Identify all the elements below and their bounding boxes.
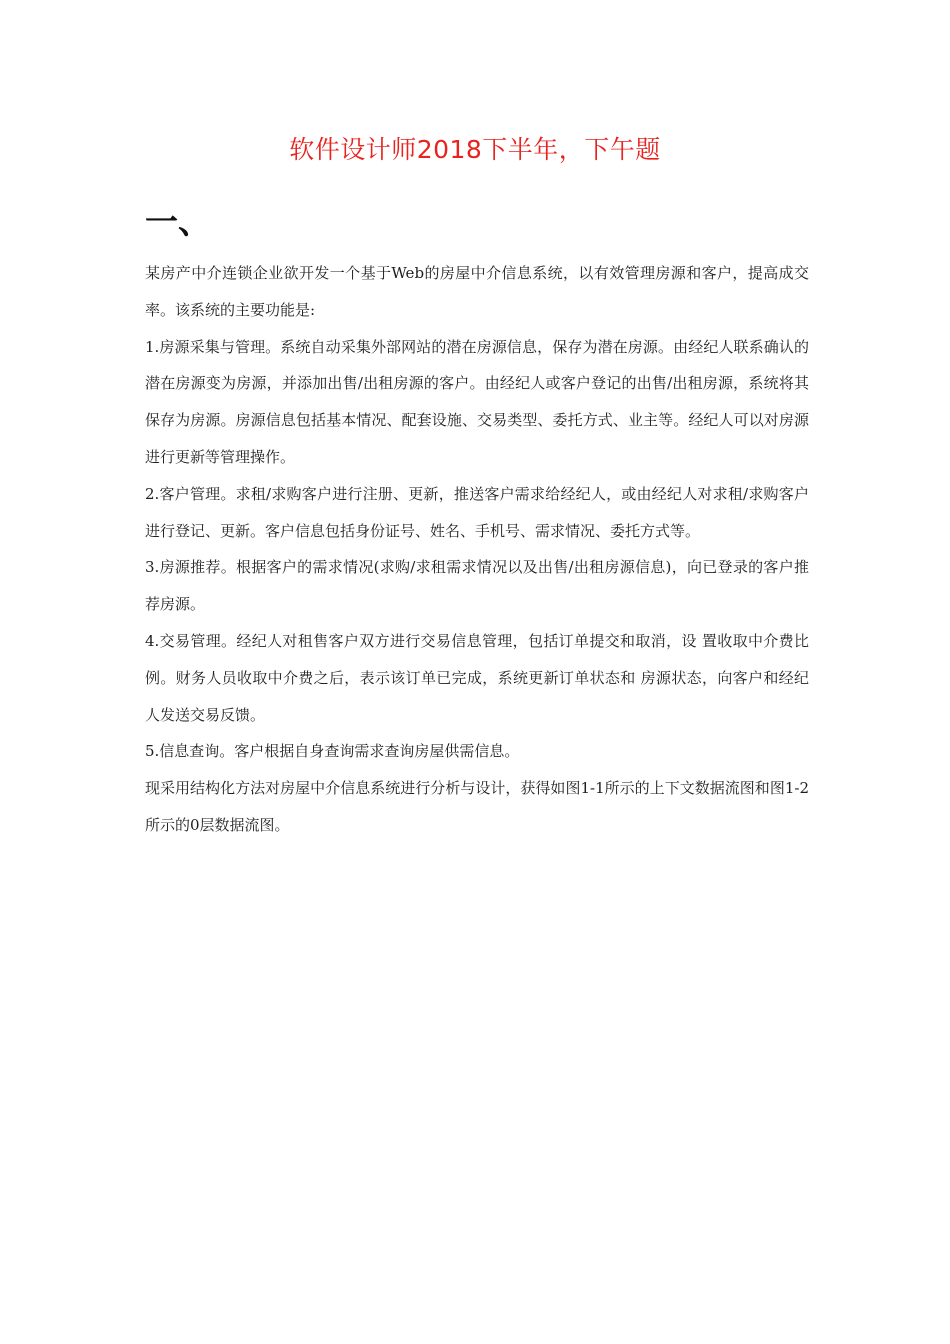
document-title: 软件设计师2018下半年，下午题 — [289, 135, 661, 164]
section-heading: 一、 — [145, 202, 211, 241]
paragraph-conclusion: 现采用结构化方法对房屋中介信息系统进行分析与设计，获得如图1-1所示的上下文数据流图和图1-2所示的0层数据流图。 — [145, 779, 809, 834]
document-body — [145, 255, 809, 844]
paragraph-intro: 某房产中介连锁企业欲开发一个基于Web的房屋中介信息系统，以有效管理房源和客户，提高成交率。该系统的主要功能是: — [145, 264, 809, 319]
paragraph-item-5: 5.信息查询。客户根据自身查询需求查询房屋供需信息。 — [145, 742, 520, 761]
paragraph-item-2: 2.客户管理。求租/求购客户进行注册、更新，推送客户需求给经纪人，或由经纪人对求租/求购客户进行登记、更新。客户信息包括身份证号、姓名、手机号、需求情况、委托方式等。 — [145, 484, 809, 540]
paragraph-item-1: 1.房源采集与管理。系统自动采集外部网站的潜在房源信息，保存为潜在房源。由经纪人联系确认的潜在房源变为房源，并添加出售/出租房源的客户。由经纪人或客户登记的出售/出租房源，系统将其保存为房源。房源信息包括基本情况、配套设施、交易类型、委托方式、业主等。经纪人可以对房源进行更新等管理操作。 — [145, 337, 809, 466]
paragraph-item-4: 4.交易管理。经纪人对租售客户双方进行交易信息管理，包括订单提交和取消，设 置收取中介费比例。财务人员收取中介费之后，表示该订单已完成，系统更新订单状态和 房源状态，向客户和经纪人发送交易反馈。 — [145, 631, 809, 724]
paragraph-item-3: 3.房源推荐。根据客户的需求情况(求购/求租需求情况以及出售/出租房源信息)，向已登录的客户推荐房源。 — [145, 558, 809, 614]
